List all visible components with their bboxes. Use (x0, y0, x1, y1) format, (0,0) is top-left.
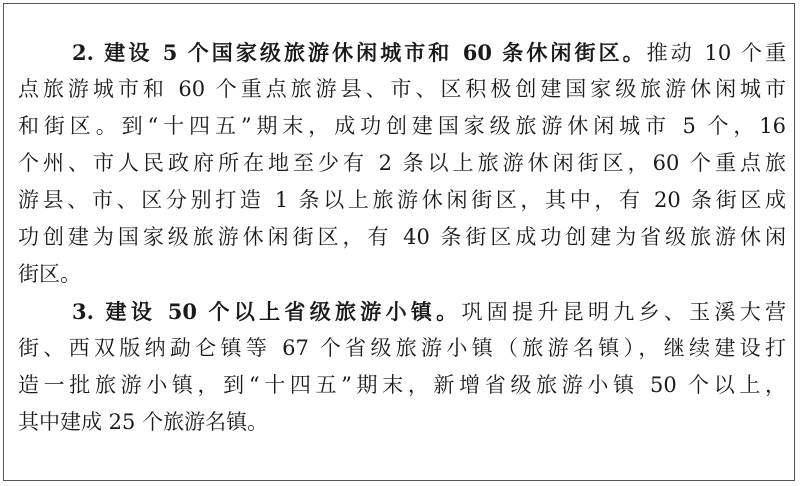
section-2-heading: 2. 建设 5 个国家级旅游休闲城市和 60 条休闲街区。 (72, 40, 647, 65)
section-2-first-line (18, 34, 786, 71)
section-3-line: 造一批旅游小镇，到“十四五”期末，新增省级旅游小镇 50 个以上， (18, 373, 786, 397)
section-2-line: 和街区。到“十四五”期末，成功创建国家级旅游休闲城市 5 个，16 (18, 114, 786, 138)
section-2-line: 街区。 (18, 262, 81, 286)
section-2-text: 推动 10 个重 (646, 41, 787, 65)
section-3-first-line (18, 293, 786, 330)
section-2-line: 功创建为国家级旅游休闲街区，有 40 条街区成功创建为省级旅游休闲 (18, 225, 786, 249)
section-2-line: 点旅游城市和 60 个重点旅游县、市、区积极创建国家级旅游休闲城市 (18, 77, 786, 101)
document-frame (3, 3, 795, 481)
section-3-line: 其中建成 25 个旅游名镇。 (18, 410, 269, 434)
document-body (18, 34, 786, 441)
section-3-line: 街、西双版纳勐仑镇等 67 个省级旅游小镇（旅游名镇），继续建设打 (18, 336, 786, 360)
section-2-line: 游县、市、区分别打造 1 条以上旅游休闲街区，其中，有 20 条街区成 (18, 188, 786, 212)
section-2-line: 个州、市人民政府所在地至少有 2 条以上旅游休闲街区，60 个重点旅 (18, 151, 786, 175)
section-3-heading: 3. 建设 50 个以上省级旅游小镇。 (72, 299, 462, 324)
section-3-text: 巩固提升昆明九乡、玉溪大营 (461, 300, 786, 324)
